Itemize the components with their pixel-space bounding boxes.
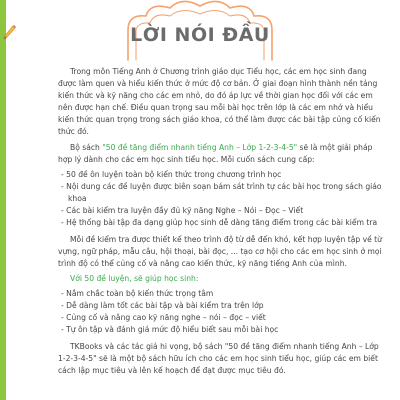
list-item: - Các bài kiểm tra luyện đầy đủ kỹ năng Nghe – Nói – Đọc – Viết — [61, 206, 304, 215]
list-item: - Nắm chắc toàn bộ kiến thức trọng tâm — [61, 289, 214, 298]
book-paragraph — [58, 142, 384, 166]
list-item: - Củng cố và nâng cao kỹ năng nghe – nói – đọc – viết — [61, 313, 266, 322]
closing-paragraph: TKBooks và các tác giả hi vọng, bộ sách "50 đề tăng điểm nhanh tiếng Anh – Lớp 1-2-3-4-5" sẽ là một bộ sách hữu ích cho các em học sinh tiểu học, giúp các em biết cách lập mục tiêu và lên kế hoạch để đạt được mục tiêu đó. — [58, 342, 379, 375]
book-title: "50 đề tăng điểm nhanh tiếng Anh – Lớp 1-2-3-4-5" — [102, 143, 298, 152]
book-paragraph-lead: Bộ sách — [70, 143, 103, 152]
benefits-heading: Với 50 đề luyện, sẽ giúp học sinh: — [70, 274, 199, 283]
list-item: - Hệ thống bài tập đa dạng giúp học sinh dễ dàng tăng điểm trong các bài kiểm tra — [61, 218, 378, 227]
list-item: - 50 đề ôn luyện toàn bộ kiến thức trong chương trình học — [61, 170, 282, 179]
intro-paragraph: Trong môn Tiếng Anh ở Chương trình giáo dục Tiểu học, các em học sinh đang được làm quen và hiểu kiến thức ở mức độ cơ bản. Ở giai đoạn hình thành nền tảng kiến thức và kỹ năng cho các em nhỏ, do đó áp lực về thời gian học đối với các em nên được hạn chế. Điều quan trọng sau mỗi bài học trên lớp là các em nhớ và hiểu kiến thức quan trọng trong sách giáo khoa, có thể làm được các bài tập củng cố kiến thức đó. — [58, 67, 381, 136]
preface-body — [58, 66, 384, 377]
title-banner — [0, 0, 400, 62]
page-title: LỜI NÓI ĐẦU — [0, 24, 400, 46]
book-paragraph-tail: sẽ là một giải pháp hợp lý dành cho các em học sinh tiểu học. Mỗi cuốn sách cung cấp: — [58, 143, 373, 164]
pencil-icon — [3, 24, 17, 40]
benefits-list — [58, 288, 384, 336]
list-item: - Dễ dàng làm tốt các bài tập và bài kiểm tra trên lớp — [61, 301, 264, 310]
book-features-list — [58, 169, 384, 229]
design-paragraph: Mỗi đề kiểm tra được thiết kế theo trình độ từ dễ đến khó, kết hợp luyện tập về từ vựng, ngữ pháp, mẫu câu, hội thoại, bài đọc, ... tạo cơ hội cho các em học sinh ở mọi trình độ có thể củng cố và nâng cao kiến thức, kỹ năng tiếng Anh của mình. — [58, 235, 382, 268]
list-item: - Tự ôn tập và đánh giá mức độ hiểu biết sau mỗi bài học — [61, 325, 279, 334]
list-item: - Nội dung các đề luyện được biên soạn bám sát trình tự các bài học trong sách giáo khoa — [61, 182, 382, 203]
